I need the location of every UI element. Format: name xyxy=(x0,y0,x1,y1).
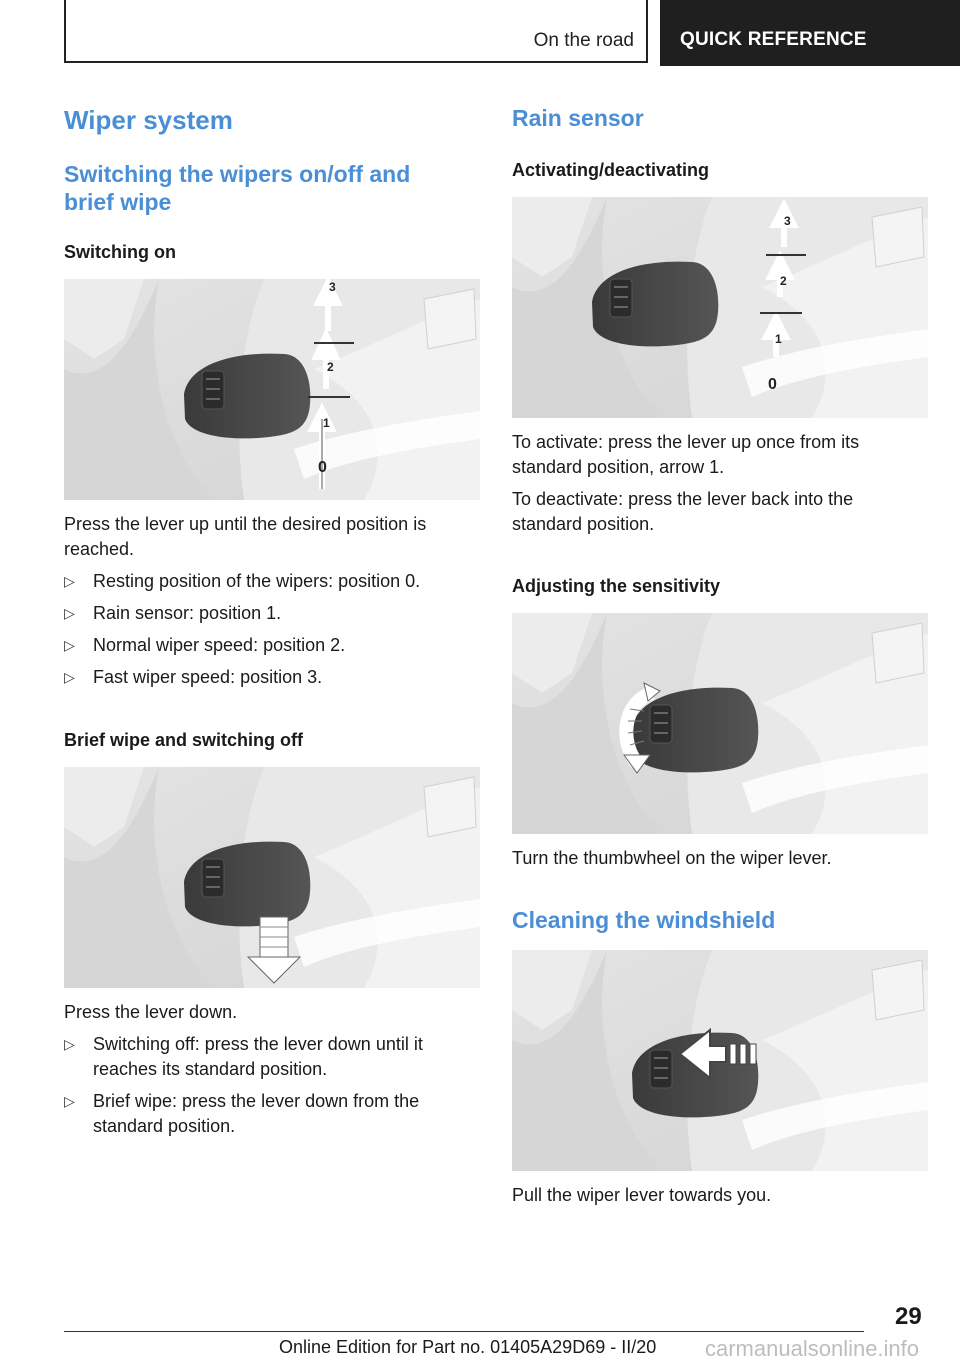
position-label-0: 0 xyxy=(768,376,777,393)
deactivate-text: To deactivate: press the lever back into the standard position. xyxy=(512,489,854,534)
triangle-right-icon: ▷ xyxy=(64,637,75,653)
switching-on-text: Press the lever up until the desired position is reached. xyxy=(64,514,427,559)
footer-divider xyxy=(64,1331,864,1332)
watermark: carmanualsonline.info xyxy=(705,1336,920,1361)
page-header xyxy=(0,0,960,66)
position-label-2: 2 xyxy=(327,360,334,374)
cleaning-figure xyxy=(512,950,928,1171)
sensitivity-figure xyxy=(512,613,928,834)
position-label-3: 3 xyxy=(784,214,791,228)
position-label-1: 1 xyxy=(775,332,782,346)
header-chapter-tab xyxy=(660,0,960,66)
triangle-right-icon: ▷ xyxy=(64,1093,75,1109)
switching-on-figure xyxy=(64,279,480,500)
footer-edition: Online Edition for Part no. 01405A29D69 - II/20 xyxy=(279,1337,657,1357)
brief-wipe-figure xyxy=(64,767,480,988)
cleaning-text: Pull the wiper lever towards you. xyxy=(512,1185,772,1205)
sensitivity-heading: Adjusting the sensitivity xyxy=(512,576,721,596)
wiper-system-title: Wiper system xyxy=(64,105,233,135)
rain-sensor-title: Rain sensor xyxy=(512,105,644,131)
position-label-2: 2 xyxy=(780,274,787,288)
header-chapter-title: QUICK REFERENCE xyxy=(680,29,867,50)
position-label-0: 0 xyxy=(318,459,327,476)
switching-wipers-subtitle: Switching the wipers on/off and brief wipe xyxy=(64,161,411,215)
list-item: ▷ Resting position of the wipers: position 0. xyxy=(64,569,474,594)
header-section-box xyxy=(64,0,648,63)
cleaning-windshield-title: Cleaning the windshield xyxy=(512,907,776,933)
triangle-right-icon: ▷ xyxy=(64,669,75,685)
list-item: ▷ Switching off: press the lever down until it reaches its standard position. xyxy=(64,1034,423,1079)
list-item: ▷ Rain sensor: position 1. xyxy=(64,601,474,626)
list-item: ▷ Normal wiper speed: position 2. xyxy=(64,633,474,658)
switching-on-heading: Switching on xyxy=(64,242,176,262)
brief-wipe-heading: Brief wipe and switching off xyxy=(64,730,304,750)
page-number: 29 xyxy=(895,1303,922,1330)
rain-sensor-figure xyxy=(512,197,928,418)
sensitivity-text: Turn the thumbwheel on the wiper lever. xyxy=(512,848,832,868)
brief-wipe-text: Press the lever down. xyxy=(64,1002,238,1022)
triangle-right-icon: ▷ xyxy=(64,573,75,589)
triangle-right-icon: ▷ xyxy=(64,1036,75,1052)
list-item: ▷ Brief wipe: press the lever down from the standard position. xyxy=(64,1091,420,1136)
brief-wipe-bullets xyxy=(64,1032,474,1139)
position-label-1: 1 xyxy=(323,416,330,430)
switching-on-bullets xyxy=(64,569,474,690)
position-label-3: 3 xyxy=(329,280,336,294)
list-item: ▷ Fast wiper speed: position 3. xyxy=(64,665,474,690)
triangle-right-icon: ▷ xyxy=(64,605,75,621)
header-section-title: On the road xyxy=(533,30,634,51)
activating-heading: Activating/deactivating xyxy=(512,160,710,180)
activate-text: To activate: press the lever up once from its standard position, arrow 1. xyxy=(512,432,860,477)
